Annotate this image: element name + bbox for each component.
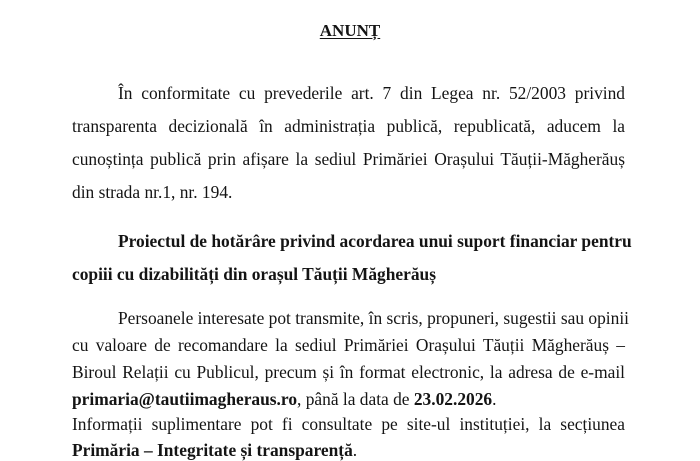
paragraph2-deadline-line — [72, 389, 625, 410]
paragraph2-line: cu valoare de recomandare la sediul Primăriei Orașului Tăuții Măgherăuș – — [72, 335, 625, 355]
paragraph1-line: din strada nr.1, nr. 194. — [72, 182, 233, 202]
paragraph1-line: cunoștința publică prin afișare la sediul Primăriei Orașului Tăuții-Măgherăuș — [72, 149, 625, 169]
contact-email[interactable]: primaria@tautiimagheraus.ro — [72, 389, 298, 409]
paragraph2-line: Informații suplimentare pot fi consultate pe site-ul instituției, la secțiunea — [72, 414, 625, 434]
paragraph2-line: Persoanele interesate pot transmite, în scris, propuneri, sugestii sau opinii — [118, 308, 629, 328]
deadline-suffix: . — [492, 389, 497, 409]
deadline-date: 23.02.2026 — [413, 389, 493, 409]
paragraph1-line: transparenta decizională în administrația publică, republicată, aducem la — [72, 116, 625, 136]
project-title-line: copiii cu dizabilități din orașul Tăuții Măgherăuș — [72, 264, 436, 284]
paragraph1-line: În conformitate cu prevederile art. 7 din Legea nr. 52/2003 privind — [118, 83, 625, 103]
section-reference-line — [72, 440, 625, 461]
document-title: ANUNȚ — [319, 21, 381, 40]
section-name: Primăria – Integritate și transparență — [72, 440, 353, 460]
deadline-prefix: , până la data de — [297, 389, 414, 409]
paragraph2-line: Biroul Relații cu Publicul, precum și în format electronic, la adresa de e-mail — [72, 362, 625, 382]
project-title-line: Proiectul de hotărâre privind acordarea unui suport financiar pentru — [118, 231, 632, 251]
section-suffix: . — [352, 440, 358, 460]
